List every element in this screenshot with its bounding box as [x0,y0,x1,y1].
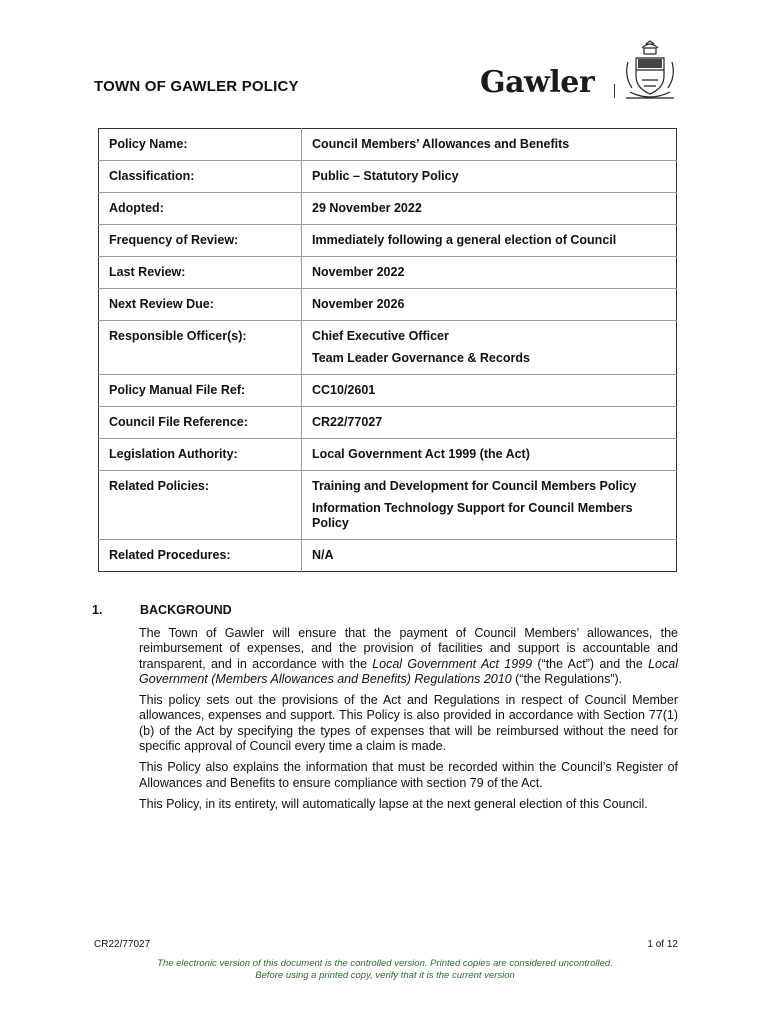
field-label: Policy Manual File Ref: [99,375,302,407]
table-row [99,375,677,407]
field-value-line: Council Members’ Allowances and Benefits [312,137,570,151]
field-value-line: CC10/2601 [312,383,376,397]
section-title: BACKGROUND [140,603,232,617]
field-value [302,321,677,375]
field-value [302,257,677,289]
field-label: Frequency of Review: [99,225,302,257]
page-title: TOWN OF GAWLER POLICY [94,78,299,95]
section-heading [92,603,678,617]
section-number: 1. [92,603,103,617]
section-background [92,603,678,818]
table-row [99,471,677,540]
footer-disclaimer [0,958,770,982]
field-label: Policy Name: [99,129,302,161]
field-value-line: Public – Statutory Policy [312,169,459,183]
table-row [99,161,677,193]
field-value [302,375,677,407]
background-paragraph-2: This policy sets out the provisions of the Act and Regulations in respect of Council Member allowances, expenses and support. This Policy is also provided in accordance with Section 77(1)(b) of the Act by specifying the types of expenses that will be reimbursed without the need for specific approval of Council every time a claim is made. [139,693,678,754]
table-row [99,289,677,321]
field-label: Legislation Authority: [99,439,302,471]
field-value-line: Local Government Act 1999 (the Act) [312,447,530,461]
field-value [302,289,677,321]
field-value-line: Chief Executive Officer [312,329,449,343]
field-value-line: November 2026 [312,297,405,311]
field-label: Council File Reference: [99,407,302,439]
field-value-line: November 2022 [312,265,405,279]
field-label: Adopted: [99,193,302,225]
field-value-line: 29 November 2022 [312,201,422,215]
field-value [302,439,677,471]
table-row [99,193,677,225]
background-paragraph-1 [139,626,678,687]
field-value-line: N/A [312,548,334,562]
field-label: Last Review: [99,257,302,289]
background-paragraph-3: This Policy also explains the information that must be recorded within the Council’s Register of Allowances and Benefits to ensure compliance with section 79 of the Act. [139,760,678,790]
table-row [99,540,677,572]
field-label: Next Review Due: [99,289,302,321]
field-value [302,407,677,439]
table-row [99,225,677,257]
table-row [99,129,677,161]
field-label: Classification: [99,161,302,193]
logo-divider [614,84,615,98]
table-row [99,439,677,471]
footer-page-number: 1 of 12 [647,939,678,950]
field-value [302,193,677,225]
footer-file-reference: CR22/77027 [94,939,151,950]
field-value [302,161,677,193]
field-value-line: CR22/77027 [312,415,383,429]
field-value [302,225,677,257]
coat-of-arms-icon [622,40,678,102]
field-value [302,129,677,161]
p1-text-c: (“the Act”) and the [532,656,649,671]
field-label: Related Procedures: [99,540,302,572]
field-value [302,540,677,572]
gawler-logo [478,40,678,102]
footer-disclaimer-line-2: Before using a printed copy, verify that it is the current version [255,970,515,981]
field-value-line: Team Leader Governance & Records [312,351,530,365]
p1-text-e: (“the Regulations”). [511,671,623,686]
field-label: Related Policies: [99,471,302,540]
field-label: Responsible Officer(s): [99,321,302,375]
p1-act-title: Local Government Act 1999 [372,656,533,671]
footer-disclaimer-line-1: The electronic version of this document is the controlled version. Printed copies are considered uncontrolled. [157,958,613,969]
p1-text-a: The Town of Gawler will ensure that the payment of Council Members’ allowances, the reimbursement of expenses, and the provision of facilities and support is accountable and transparent, and in accordance with the [139,626,678,671]
table-row [99,407,677,439]
p1-regulations-title: Local Government (Members Allowances and Benefits) Regulations 2010 [139,656,678,686]
field-value-line: Immediately following a general election of Council [312,233,617,247]
field-value [302,471,677,540]
table-row [99,321,677,375]
logo-wordmark: Gawler [480,65,595,100]
field-value-line: Training and Development for Council Members Policy [312,479,637,493]
background-paragraph-4: This Policy, in its entirety, will automatically lapse at the next general election of this Council. [139,796,648,811]
table-row [99,257,677,289]
policy-details-table [98,128,677,572]
field-value-line: Information Technology Support for Council Members Policy [312,501,633,530]
